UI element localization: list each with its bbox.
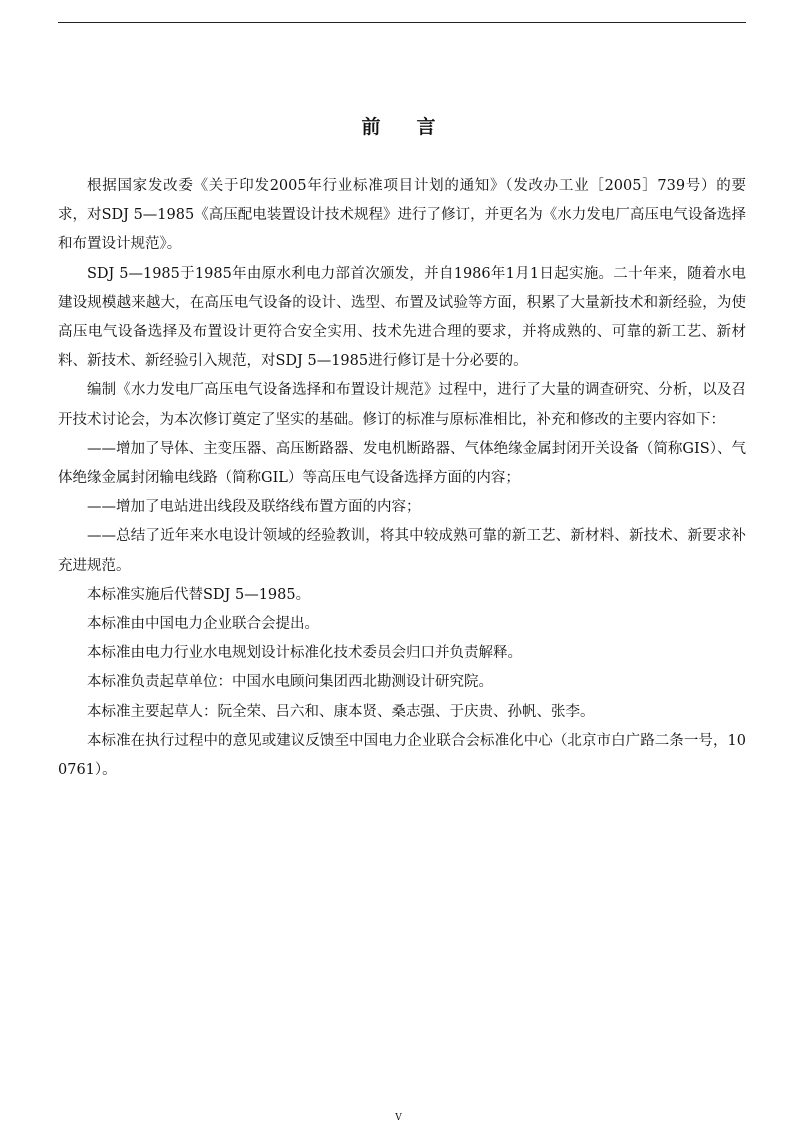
paragraph: 本标准由电力行业水电规划设计标准化技术委员会归口并负责解释。 (87, 645, 522, 662)
document-body (58, 172, 746, 785)
page-title: 前言 (361, 116, 472, 138)
paragraph: ——增加了导体、主变压器、高压断路器、发电机断路器、气体绝缘金属封闭开关设备（简称GIS）、气体绝缘金属封闭输电线路（简称GIL）等高压电气设备选择方面的内容； (58, 440, 746, 487)
paragraph: ——增加了电站进出线段及联络线布置方面的内容； (87, 499, 421, 516)
paragraph: 本标准实施后代替SDJ 5—1985。 (87, 586, 311, 603)
paragraph: SDJ 5—1985于1985年由原水利电力部首次颁发，并自1986年1月1日起实施。二十年来，随着水电建设规模越来越大，在高压电气设备的设计、选型、布置及试验等方面，积累了大量新技术和新经验，为使高压电气设备选择及布置设计更符合安全实用、技术先进合理的要求，并将成熟的、可靠的新工艺、新材料、新技术、新经验引入规范，对SDJ 5—1985进行修订是十分必要的。 (58, 265, 746, 370)
paragraph: 本标准由中国电力企业联合会提出。 (87, 616, 319, 633)
paragraph: ——总结了近年来水电设计领域的经验教训，将其中较成熟可靠的新工艺、新材料、新技术、新要求补充进规范。 (58, 528, 746, 574)
paragraph: 本标准负责起草单位：中国水电顾问集团西北勘测设计研究院。 (87, 674, 493, 691)
header-rule (58, 22, 746, 23)
paragraph: 本标准在执行过程中的意见或建议反馈至中国电力企业联合会标准化中心（北京市白广路二条一号，100761）。 (58, 732, 746, 779)
paragraph: 本标准主要起草人：阮全荣、吕六和、康本贤、桑志强、于庆贵、孙帆、张李。 (87, 703, 595, 720)
paragraph: 编制《水力发电厂高压电气设备选择和布置设计规范》过程中，进行了大量的调查研究、分析，以及召开技术讨论会，为本次修订奠定了坚实的基础。修订的标准与原标准相比，补充和修改的主要内容如下： (58, 382, 746, 428)
page-number: V (395, 1113, 402, 1123)
paragraph: 根据国家发改委《关于印发2005年行业标准项目计划的通知》（发改办工业［2005］739号）的要求，对SDJ 5—1985《高压配电装置设计技术规程》进行了修订，并更名为《水力发电厂高压电气设备选择和布置设计规范》。 (58, 178, 746, 253)
